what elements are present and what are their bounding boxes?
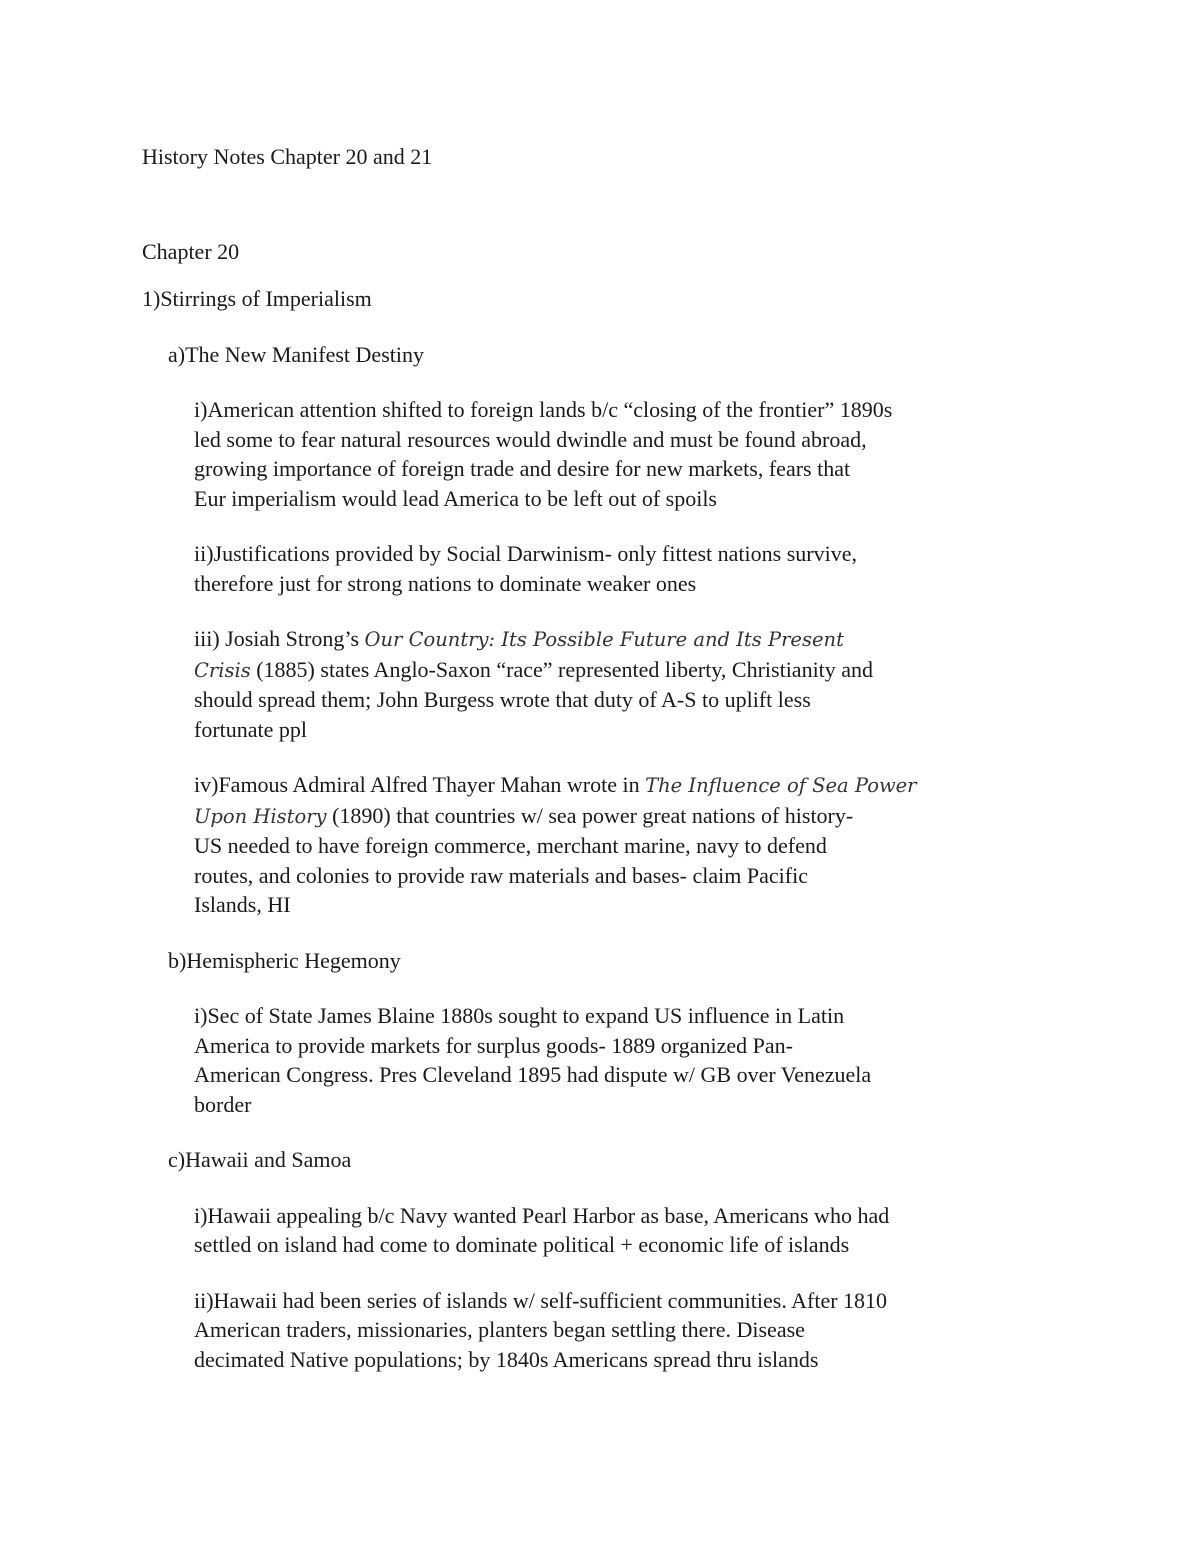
book-title: Upon History <box>194 804 327 828</box>
book-title: Our Country: Its Possible Future and Its Present <box>364 628 844 651</box>
note-line: ii)Hawaii had been series of islands w/ self-sufficient communities. After 1810 <box>194 1287 888 1313</box>
note-c-ii <box>194 1286 1010 1375</box>
note-line: therefore just for strong nations to dominate weaker ones <box>194 570 697 596</box>
section-1-heading: 1)Stirrings of Imperialism <box>142 286 372 311</box>
note-line: US needed to have foreign commerce, merchant marine, navy to defend <box>194 833 827 858</box>
note-text: (1885) states Anglo-Saxon “race” represented liberty, Christianity and <box>250 656 874 682</box>
note-line: American traders, missionaries, planters began settling there. Disease <box>194 1317 805 1342</box>
note-line: Eur imperialism would lead America to be left out of spoils <box>194 485 717 511</box>
note-line: ii)Justifications provided by Social Darwinism- only fittest nations survive, <box>194 541 857 566</box>
document-title: History Notes Chapter 20 and 21 <box>142 144 433 169</box>
note-line <box>194 770 1010 801</box>
notes-outline <box>142 284 1022 1400</box>
note-line: settled on island had come to dominate political + economic life of islands <box>194 1232 850 1257</box>
chapter-heading: Chapter 20 <box>142 239 240 264</box>
note-line <box>194 624 1010 655</box>
note-a-iii <box>194 624 1010 744</box>
subsection-c-heading: c)Hawaii and Samoa <box>168 1147 352 1172</box>
note-line: decimated Native populations; by 1840s Americans spread thru islands <box>194 1346 819 1372</box>
note-line: routes, and colonies to provide raw materials and bases- claim Pacific <box>194 862 808 888</box>
subsection-a-heading: a)The New Manifest Destiny <box>168 341 424 367</box>
note-text: iv)Famous Admiral Alfred Thayer Mahan wrote in <box>194 772 646 797</box>
note-a-ii <box>194 539 1010 598</box>
note-line: fortunate ppl <box>194 716 308 742</box>
note-line: i)American attention shifted to foreign lands b/c “closing of the frontier” 1890s <box>194 397 893 422</box>
note-line: border <box>194 1091 252 1117</box>
note-b-i <box>194 1001 1010 1119</box>
subsection-b-heading: b)Hemispheric Hegemony <box>168 947 401 973</box>
note-line: led some to fear natural resources would dwindle and must be found abroad, <box>194 426 867 452</box>
note-a-iv <box>194 770 1010 920</box>
book-title: Crisis <box>194 658 251 682</box>
note-line: Islands, HI <box>194 892 291 917</box>
note-line: American Congress. Pres Cleveland 1895 had dispute w/ GB over Venezuela <box>194 1062 872 1087</box>
note-a-i <box>194 395 1010 513</box>
note-line: i)Sec of State James Blaine 1880s sought to expand US influence in Latin <box>194 1003 845 1028</box>
note-text: iii) Josiah Strong’s <box>194 626 365 651</box>
note-line <box>194 655 1010 686</box>
note-line: America to provide markets for surplus goods- 1889 organized Pan- <box>194 1032 793 1058</box>
note-line <box>194 801 1010 832</box>
note-line: i)Hawaii appealing b/c Navy wanted Pearl Harbor as base, Americans who had <box>194 1202 890 1228</box>
book-title: The Influence of Sea Power <box>645 774 917 797</box>
note-c-i <box>194 1201 1010 1260</box>
note-line: growing importance of foreign trade and desire for new markets, fears that <box>194 456 851 481</box>
note-line: should spread them; John Burgess wrote that duty of A-S to uplift less <box>194 687 811 712</box>
note-text: (1890) that countries w/ sea power great nations of history- <box>326 802 854 828</box>
